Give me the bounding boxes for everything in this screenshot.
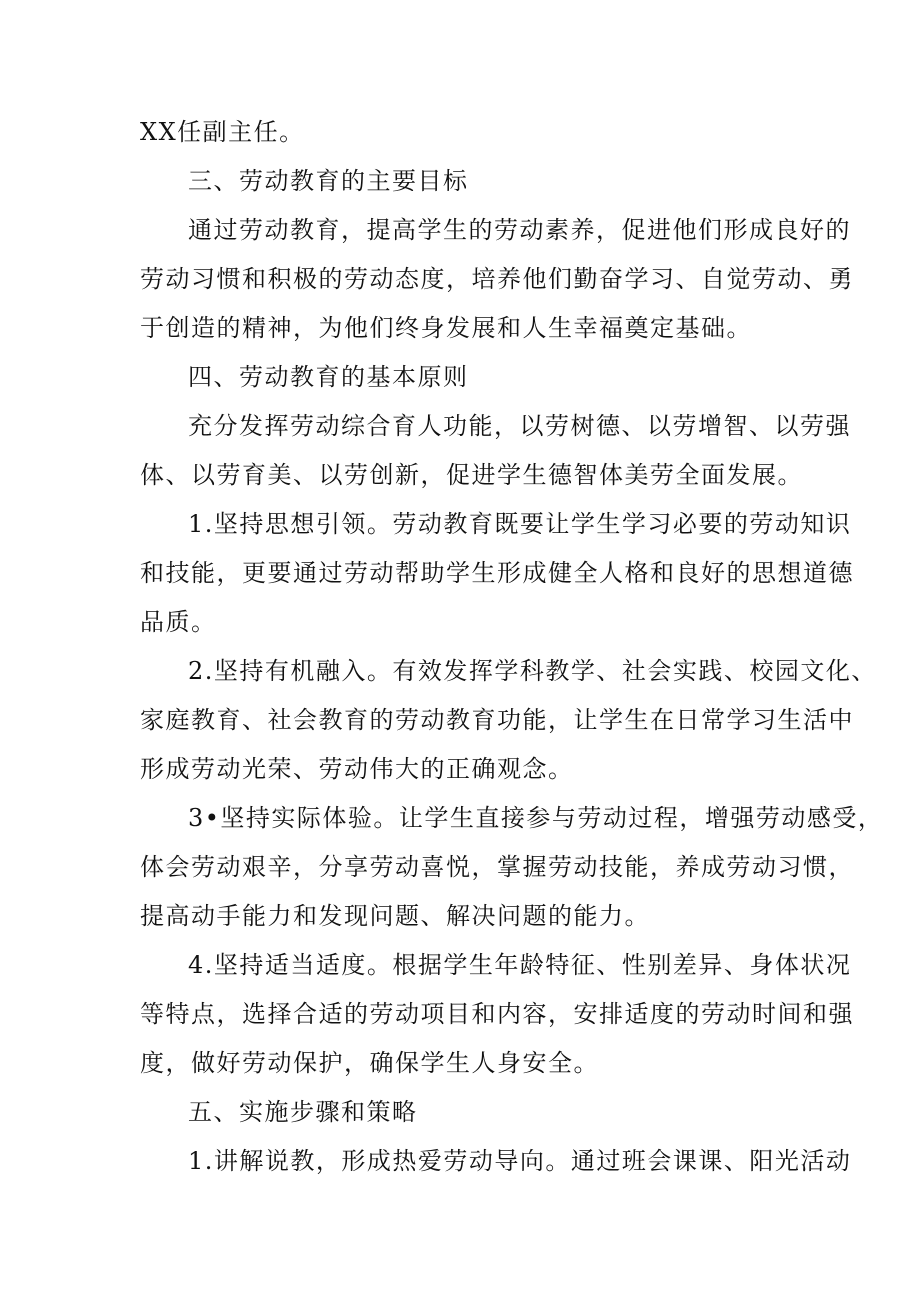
paragraph-line: 度，做好劳动保护，确保学生人身安全。: [140, 1049, 599, 1077]
section-heading-steps: 五、实施步骤和策略: [188, 1098, 418, 1126]
paragraph-line: 体、以劳育美、以劳创新，促进学生德智体美劳全面发展。: [140, 461, 803, 489]
paragraph-line: 体会劳动艰辛，分享劳动喜悦，掌握劳动技能，养成劳动习惯，: [140, 853, 854, 881]
section-heading-principles: 四、劳动教育的基本原则: [188, 363, 469, 391]
text-line-continuation: XX任副主任。: [140, 118, 305, 146]
paragraph-line: 1.讲解说教，形成热爱劳动导向。通过班会课课、阳光活动: [188, 1147, 852, 1175]
paragraph-line: 3•坚持实际体验。让学生直接参与劳动过程，增强劳动感受，: [188, 804, 884, 832]
paragraph-line: 和技能，更要通过劳动帮助学生形成健全人格和良好的思想道德: [140, 559, 854, 587]
paragraph-line: 等特点，选择合适的劳动项目和内容，安排适度的劳动时间和强: [140, 1000, 854, 1028]
paragraph-line: 品质。: [140, 608, 217, 636]
paragraph-line: 提高动手能力和发现问题、解决问题的能力。: [140, 902, 650, 930]
paragraph-line: 形成劳动光荣、劳动伟大的正确观念。: [140, 755, 574, 783]
paragraph-line: 充分发挥劳动综合育人功能，以劳树德、以劳增智、以劳强: [188, 412, 851, 440]
paragraph-line: 4.坚持适当适度。根据学生年龄特征、性别差异、身体状况: [188, 951, 852, 979]
section-heading-goals: 三、劳动教育的主要目标: [188, 167, 469, 195]
paragraph-line: 通过劳动教育，提高学生的劳动素养，促进他们形成良好的: [188, 216, 851, 244]
paragraph-line: 于创造的精神，为他们终身发展和人生幸福奠定基础。: [140, 314, 752, 342]
paragraph-line: 劳动习惯和积极的劳动态度，培养他们勤奋学习、自觉劳动、勇: [140, 265, 854, 293]
paragraph-line: 家庭教育、社会教育的劳动教育功能，让学生在日常学习生活中: [140, 706, 854, 734]
paragraph-line: 2.坚持有机融入。有效发挥学科教学、社会实践、校园文化、: [188, 657, 877, 685]
paragraph-line: 1.坚持思想引领。劳动教育既要让学生学习必要的劳动知识: [188, 510, 852, 538]
